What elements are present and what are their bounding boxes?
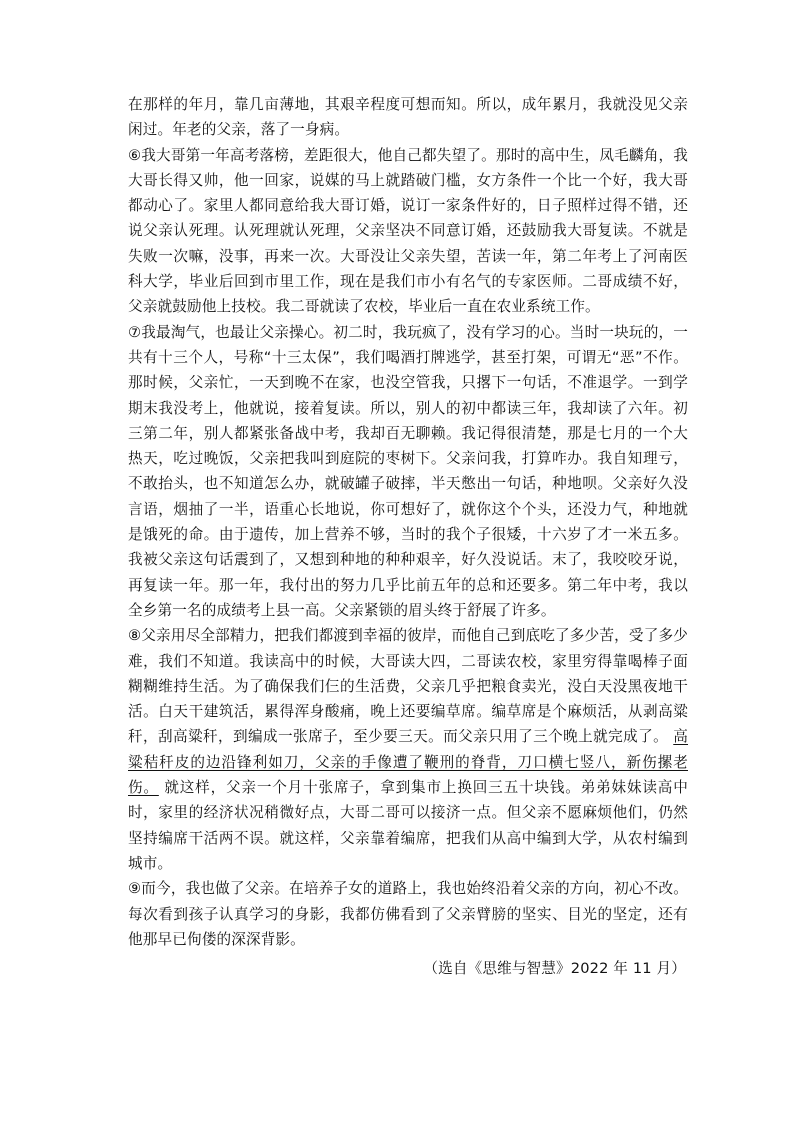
paragraph-text: 就这样，父亲一个月十张席子，拿到集市上换回三五十块钱。弟弟妹妹读高中时，家里的经济状况稍微好点，大哥二哥可以接济一点。但父亲不愿麻烦他们，仍然坚持编席干活两不误。就这样，父亲靠着编席，把我们从高中编到大学，从农村编到城市。	[128, 779, 688, 872]
paragraph-text: ⑧父亲用尽全部精力，把我们都渡到幸福的彼岸，而他自己到底吃了多少苦，受了多少难，我们不知道。我读高中的时候，大哥读大四，二哥读农校，家里穷得靠喝棒子面糊糊维持生活。为了确保我们仨的生活费，父亲几乎把粮食卖光，没白天没黑夜地干活。白天干建筑活，累得浑身酸痛，晚上还要编草席。编草席是个麻烦活，从剥高粱秆，刮高粱秆，到编成一张席子，至少要三天。而父亲只用了三个晚上就完成了。	[128, 627, 688, 746]
paragraph-9	[128, 876, 688, 952]
underlined-sentence: 高粱秸秆皮的边沿锋利如刀，父亲的手像遭了鞭刑的脊背，刀口横七竖八，新伤摞老伤。	[128, 728, 689, 797]
paragraph-5-ending	[128, 92, 688, 143]
paragraph-text: ⑦我最淘气，也最让父亲操心。初二时，我玩疯了，没有学习的心。当时一块玩的，一共有十三个人，号称“十三太保”，我们喝酒打牌逃学，甚至打架，可谓无“恶”不作。那时候，父亲忙，一天到晚不在家，也没空管我，只撂下一句话，不准退学。一到学期末我没考上，他就说，接着复读。所以，别人的初中都读三年，我却读了六年。初三第二年，别人都紧张备战中考，我却百无聊赖。我记得很清楚，那是七月的一个大热天，吃过晚饭，父亲把我叫到庭院的枣树下。父亲问我，打算咋办。我自知理亏，不敢抬头，也不知道怎么办，就破罐子破摔，半天憋出一句话，种地呗。父亲好久没言语，烟抽了一半，语重心长地说，你可想好了，就你这个个头，还没力气，种地就是饿死的命。由于遗传，加上营养不够，当时的我个子很矮，十六岁了才一米五多。我被父亲这句话震到了，又想到种地的种种艰辛，好久没说话。末了，我咬咬牙说，再复读一年。那一年，我付出的努力几乎比前五年的总和还要多。第二年中考，我以全乡第一名的成绩考上县一高。父亲紧锁的眉头终于舒展了许多。	[128, 323, 688, 619]
paragraph-text: 在那样的年月，靠几亩薄地，其艰辛程度可想而知。所以，成年累月，我就没见父亲闲过。年老的父亲，落了一身病。	[128, 96, 688, 139]
paragraph-6	[128, 143, 688, 320]
paragraph-8	[128, 623, 688, 876]
paragraph-text: ⑨而今，我也做了父亲。在培养子女的道路上，我也始终沿着父亲的方向，初心不改。每次看到孩子认真学习的身影，我都仿佛看到了父亲臂膀的坚实、目光的坚定，还有他那早已佝偻的深深背影。	[128, 880, 688, 948]
article-page	[128, 92, 688, 981]
paragraph-7	[128, 320, 688, 624]
source-citation: （选自《思维与智慧》2022 年 11 月）	[423, 960, 686, 978]
paragraph-text: ⑥我大哥第一年高考落榜，差距很大，他自己都失望了。那时的高中生，凤毛麟角，我大哥长得又帅，他一回家，说媒的马上就踏破门槛，女方条件一个比一个好，我大哥都动心了。家里人都同意给我大哥订婚，说订一家条件好的，日子照样过得不错，还说父亲认死理。认死理就认死理，父亲坚决不同意订婚，还鼓励我大哥复读。不就是失败一次嘛，没事，再来一次。大哥没让父亲失望，苦读一年，第二年考上了河南医科大学，毕业后回到市里工作，现在是我们市小有名气的专家医师。二哥成绩不好，父亲就鼓励他上技校。我二哥就读了农校，毕业后一直在农业系统工作。	[128, 146, 688, 316]
